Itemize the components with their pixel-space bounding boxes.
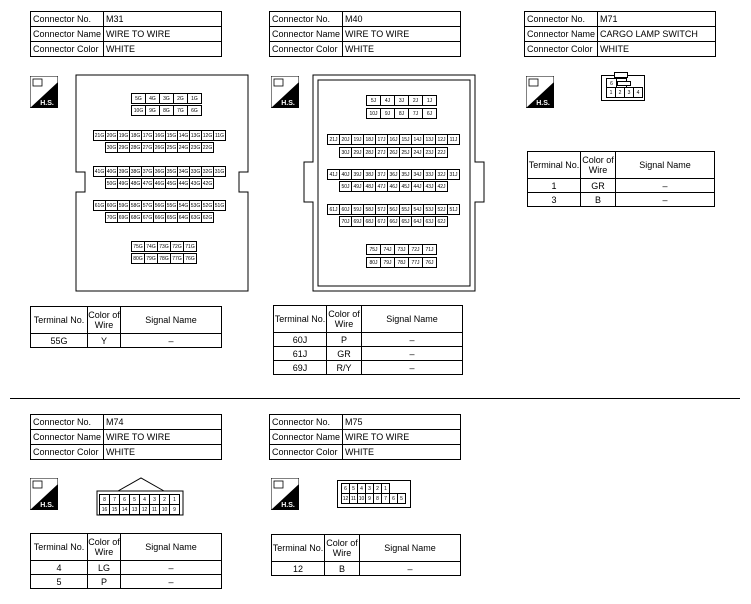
terminal-no-header: Terminal No. bbox=[274, 306, 327, 333]
pin-cell: 5J bbox=[366, 95, 381, 106]
pin-cell: 58G bbox=[129, 200, 142, 211]
signal-name-header: Signal Name bbox=[121, 534, 222, 561]
pin-cell: 7 bbox=[381, 493, 390, 504]
pin-cell: 43J bbox=[423, 181, 436, 192]
connector-info-m74 bbox=[30, 414, 222, 460]
pin-cell: 9J bbox=[380, 108, 395, 119]
pin-cell: 67J bbox=[375, 216, 388, 227]
pin-cell: 52J bbox=[435, 204, 448, 215]
pin-cell: 20J bbox=[339, 134, 352, 145]
pin-cell: 15G bbox=[165, 130, 178, 141]
harness-side-icon bbox=[30, 478, 58, 510]
pin-cell: 71J bbox=[422, 244, 437, 255]
pin-cell: 4 bbox=[139, 494, 150, 505]
pin-cell: 8 bbox=[373, 493, 382, 504]
pin-cell: 73G bbox=[157, 241, 171, 252]
pin-cell: 10 bbox=[357, 493, 366, 504]
pin-cell: 6J bbox=[422, 108, 437, 119]
pin-cell: 74J bbox=[380, 244, 395, 255]
pin-cell: 5 bbox=[397, 493, 406, 504]
pin-cell: 63J bbox=[423, 216, 436, 227]
pin-cell: 70G bbox=[105, 212, 118, 223]
pin-cell: 51G bbox=[213, 200, 226, 211]
pin-cell: 52G bbox=[201, 200, 214, 211]
table-row: 61J GR – bbox=[274, 347, 463, 361]
svg-text:H.S.: H.S. bbox=[40, 502, 54, 509]
pin-cell: 39G bbox=[117, 166, 130, 177]
pin-cell: 34J bbox=[411, 169, 424, 180]
connector-info-m71 bbox=[524, 11, 716, 57]
pin-cell: 12J bbox=[435, 134, 448, 145]
pin-cell: 14 bbox=[119, 504, 130, 515]
pin-cell: 65G bbox=[165, 212, 178, 223]
pin-cell: 18J bbox=[363, 134, 376, 145]
pin-cell: 45G bbox=[165, 178, 178, 189]
signal-table-m75 bbox=[271, 534, 461, 576]
connector-info-m31 bbox=[30, 11, 222, 57]
pin-cell: 6 bbox=[389, 493, 398, 504]
pin-cell: 75J bbox=[366, 244, 381, 255]
signal-name-header: Signal Name bbox=[362, 306, 463, 333]
pin-cell: 9G bbox=[145, 105, 160, 116]
pin-cell: 11J bbox=[447, 134, 460, 145]
pin-cell: 4J bbox=[380, 95, 395, 106]
connector-color-value: WHITE bbox=[343, 445, 461, 460]
pin-cell: 6 bbox=[341, 483, 350, 494]
wire-color-header: Color of Wire bbox=[327, 306, 362, 333]
pin-cell: 53G bbox=[189, 200, 202, 211]
connector-color-label: Connector Color bbox=[31, 42, 104, 57]
pin-cell: 1 bbox=[606, 87, 616, 98]
connector-info-m75 bbox=[269, 414, 461, 460]
pin-cell: 43G bbox=[189, 178, 202, 189]
pin-cell: 11 bbox=[149, 504, 160, 515]
pin-cell: 67G bbox=[141, 212, 154, 223]
pin-cell: 5 bbox=[349, 483, 358, 494]
terminal-no-header: Terminal No. bbox=[31, 534, 88, 561]
pin-cell: 8G bbox=[159, 105, 174, 116]
pin-cell: 12G bbox=[201, 130, 214, 141]
pin-cell: 9 bbox=[169, 504, 180, 515]
pin-cell: 13G bbox=[189, 130, 202, 141]
pin-cell: 4G bbox=[145, 93, 160, 104]
table-row: 1 GR – bbox=[528, 179, 715, 193]
signal-table-m40 bbox=[273, 305, 463, 375]
pin-cell: 8J bbox=[394, 108, 409, 119]
pin-cell: 46G bbox=[153, 178, 166, 189]
harness-side-icon bbox=[30, 76, 58, 108]
terminal-no-header: Terminal No. bbox=[272, 535, 325, 562]
pin-cell: 37J bbox=[375, 169, 388, 180]
pin-cell: 77G bbox=[170, 253, 184, 264]
signal-table-m74 bbox=[30, 533, 222, 589]
pin-cell: 47J bbox=[375, 181, 388, 192]
pin-cell: 64G bbox=[177, 212, 190, 223]
pin-cell: 73J bbox=[394, 244, 409, 255]
table-row: 3 B – bbox=[528, 193, 715, 207]
pin-cell: 15 bbox=[109, 504, 120, 515]
pin-cell: 68J bbox=[363, 216, 376, 227]
pin-cell: 47G bbox=[141, 178, 154, 189]
pin-cell: 79J bbox=[380, 257, 395, 268]
pin-cell: 36G bbox=[153, 166, 166, 177]
pin-cell: 50G bbox=[105, 178, 118, 189]
wire-color-header: Color of Wire bbox=[88, 307, 121, 334]
pin-cell: 7G bbox=[173, 105, 188, 116]
pin-cell: 59J bbox=[351, 204, 364, 215]
pin-cell: 32G bbox=[201, 166, 214, 177]
pin-cell: 44J bbox=[411, 181, 424, 192]
pin-cell: 69G bbox=[117, 212, 130, 223]
pin-cell: 37G bbox=[141, 166, 154, 177]
pin-cell: 3J bbox=[394, 95, 409, 106]
pin-cell: 31J bbox=[447, 169, 460, 180]
pin-cell: 3G bbox=[159, 93, 174, 104]
pin-cell: 17G bbox=[141, 130, 154, 141]
pin-cell: 22J bbox=[435, 147, 448, 158]
pin-cell: 45J bbox=[399, 181, 412, 192]
pin-cell: 8 bbox=[99, 494, 110, 505]
pin-cell: 77J bbox=[408, 257, 423, 268]
connector-color-value: WHITE bbox=[343, 42, 461, 57]
pin-cell: 33J bbox=[423, 169, 436, 180]
pin-cell: 38J bbox=[363, 169, 376, 180]
connector-no-value: M74 bbox=[104, 415, 222, 430]
pin-cell: 32J bbox=[435, 169, 448, 180]
connector-name-label: Connector Name bbox=[270, 27, 343, 42]
pin-cell: 63G bbox=[189, 212, 202, 223]
pin-cell: 2G bbox=[173, 93, 188, 104]
pin-cell: 16G bbox=[153, 130, 166, 141]
pin-cell: 35J bbox=[399, 169, 412, 180]
connector-color-label: Connector Color bbox=[525, 42, 598, 57]
pin-cell: 80G bbox=[131, 253, 145, 264]
pin-cell: 12 bbox=[341, 493, 350, 504]
connector-name-label: Connector Name bbox=[31, 430, 104, 445]
pin-cell: 75G bbox=[131, 241, 145, 252]
pin-cell: 28G bbox=[129, 142, 142, 153]
pin-cell: 17J bbox=[375, 134, 388, 145]
pin-cell: 11 bbox=[349, 493, 358, 504]
connector-name-value: WIRE TO WIRE bbox=[343, 27, 461, 42]
pin-cell: 16 bbox=[99, 504, 110, 515]
signal-name-header: Signal Name bbox=[360, 535, 461, 562]
pin-cell: 1 bbox=[381, 483, 390, 494]
table-row: 55G Y – bbox=[31, 334, 222, 348]
pin-cell: 13 bbox=[129, 504, 140, 515]
terminal-no-header: Terminal No. bbox=[31, 307, 88, 334]
pin-cell: 25J bbox=[399, 147, 412, 158]
pin-cell: 28J bbox=[363, 147, 376, 158]
pin-cell: 76J bbox=[422, 257, 437, 268]
pin-cell: 62G bbox=[201, 212, 214, 223]
pin-cell: 54J bbox=[411, 204, 424, 215]
pin-cell: 21J bbox=[327, 134, 340, 145]
connector-no-value: M75 bbox=[343, 415, 461, 430]
connector-name-value: WIRE TO WIRE bbox=[343, 430, 461, 445]
pin-cell: 27J bbox=[375, 147, 388, 158]
pin-cell: 48J bbox=[363, 181, 376, 192]
pin-cell: 16J bbox=[387, 134, 400, 145]
pin-cell: 18G bbox=[129, 130, 142, 141]
pin-cell: 66G bbox=[153, 212, 166, 223]
pin-cell: 3 bbox=[149, 494, 160, 505]
wire-color-header: Color of Wire bbox=[325, 535, 360, 562]
signal-table-m31 bbox=[30, 306, 222, 348]
harness-side-icon bbox=[271, 76, 299, 108]
connector-no-value: M40 bbox=[343, 12, 461, 27]
pin-cell: 46J bbox=[387, 181, 400, 192]
pin-cell: 35G bbox=[165, 166, 178, 177]
pin-cell: 59G bbox=[117, 200, 130, 211]
pin-cell: 65J bbox=[399, 216, 412, 227]
pin-cell: 7J bbox=[408, 108, 423, 119]
pin-cell: 79G bbox=[144, 253, 158, 264]
pin-cell: 70J bbox=[339, 216, 352, 227]
pin-cell: 1G bbox=[187, 93, 202, 104]
pin-cell: 24G bbox=[177, 142, 190, 153]
pin-cell: 55J bbox=[399, 204, 412, 215]
pin-cell: 49J bbox=[351, 181, 364, 192]
pin-cell: 7 bbox=[109, 494, 120, 505]
wire-color-header: Color of Wire bbox=[581, 152, 616, 179]
pin-cell: 61G bbox=[93, 200, 106, 211]
pin-cell: 57G bbox=[141, 200, 154, 211]
pin-cell: 1J bbox=[422, 95, 437, 106]
pin-cell: 23J bbox=[423, 147, 436, 158]
pin-cell: 14J bbox=[411, 134, 424, 145]
pin-cell: 56J bbox=[387, 204, 400, 215]
pin-cell: 39J bbox=[351, 169, 364, 180]
pin-cell: 6 bbox=[606, 78, 617, 89]
table-row: 60J P – bbox=[274, 333, 463, 347]
pin-cell: 66J bbox=[387, 216, 400, 227]
pin-cell: 30J bbox=[339, 147, 352, 158]
connector-name-value: CARGO LAMP SWITCH bbox=[598, 27, 716, 42]
pin-cell: 51J bbox=[447, 204, 460, 215]
connector-no-value: M31 bbox=[104, 12, 222, 27]
pin-cell: 23G bbox=[189, 142, 202, 153]
pin-cell: 42G bbox=[201, 178, 214, 189]
pin-cell: 5 bbox=[129, 494, 140, 505]
pin-cell: 1 bbox=[169, 494, 180, 505]
table-row: 4 LG – bbox=[31, 561, 222, 575]
pin-cell: 78G bbox=[157, 253, 171, 264]
connector-name-label: Connector Name bbox=[525, 27, 598, 42]
pin-cell: 14G bbox=[177, 130, 190, 141]
connector-color-label: Connector Color bbox=[270, 42, 343, 57]
pin-cell: 11G bbox=[213, 130, 226, 141]
pin-cell: 69J bbox=[351, 216, 364, 227]
connector-no-label: Connector No. bbox=[270, 415, 343, 430]
pin-cell: 48G bbox=[129, 178, 142, 189]
pin-cell: 62J bbox=[435, 216, 448, 227]
connector-no-label: Connector No. bbox=[270, 12, 343, 27]
section-divider bbox=[10, 398, 740, 399]
connector-color-label: Connector Color bbox=[31, 445, 104, 460]
pin-cell: 2J bbox=[408, 95, 423, 106]
signal-name-header: Signal Name bbox=[616, 152, 715, 179]
pin-cell: 57J bbox=[375, 204, 388, 215]
pin-cell: 60J bbox=[339, 204, 352, 215]
svg-text:H.S.: H.S. bbox=[281, 100, 295, 107]
pin-cell: 2 bbox=[373, 483, 382, 494]
connector-no-value: M71 bbox=[598, 12, 716, 27]
connector-color-value: WHITE bbox=[104, 42, 222, 57]
pin-cell: 10J bbox=[366, 108, 381, 119]
terminal-no-header: Terminal No. bbox=[528, 152, 581, 179]
pin-cell: 38G bbox=[129, 166, 142, 177]
connector-no-label: Connector No. bbox=[31, 12, 104, 27]
pin-cell: 71G bbox=[183, 241, 197, 252]
pin-cell: 10 bbox=[159, 504, 170, 515]
pin-cell: 42J bbox=[435, 181, 448, 192]
harness-side-icon bbox=[526, 76, 554, 108]
signal-table-m71 bbox=[527, 151, 715, 207]
pin-cell: 72J bbox=[408, 244, 423, 255]
pin-cell: 2 bbox=[159, 494, 170, 505]
pin-cell: 55G bbox=[165, 200, 178, 211]
pin-cell: 56G bbox=[153, 200, 166, 211]
pin-cell: 49G bbox=[117, 178, 130, 189]
pin-cell: 13J bbox=[423, 134, 436, 145]
connector-color-label: Connector Color bbox=[270, 445, 343, 460]
table-row: 69J R/Y – bbox=[274, 361, 463, 375]
pin-cell: 22G bbox=[201, 142, 214, 153]
pin-cell: 10G bbox=[131, 105, 146, 116]
connector-name-value: WIRE TO WIRE bbox=[104, 27, 222, 42]
pin-cell: 3 bbox=[365, 483, 374, 494]
pin-cell: 78J bbox=[394, 257, 409, 268]
connector-color-value: WHITE bbox=[104, 445, 222, 460]
pin-cell: 34G bbox=[177, 166, 190, 177]
pin-cell: 44G bbox=[177, 178, 190, 189]
connector-color-value: WHITE bbox=[598, 42, 716, 57]
pin-cell: 19G bbox=[117, 130, 130, 141]
connector-name-label: Connector Name bbox=[270, 430, 343, 445]
pin-cell: 27G bbox=[141, 142, 154, 153]
pin-cell: 25G bbox=[165, 142, 178, 153]
pin-cell: 2 bbox=[615, 87, 625, 98]
pin-cell: 24J bbox=[411, 147, 424, 158]
connector-name-value: WIRE TO WIRE bbox=[104, 430, 222, 445]
pin-cell: 19J bbox=[351, 134, 364, 145]
svg-text:H.S.: H.S. bbox=[536, 100, 550, 107]
pin-cell: 26G bbox=[153, 142, 166, 153]
connector-latch-slot bbox=[617, 81, 631, 86]
pin-cell: 20G bbox=[105, 130, 118, 141]
pin-cell: 6 bbox=[119, 494, 130, 505]
pin-cell: 60G bbox=[105, 200, 118, 211]
pin-cell: 76G bbox=[183, 253, 197, 264]
pin-cell: 68G bbox=[129, 212, 142, 223]
pin-cell: 31G bbox=[213, 166, 226, 177]
wire-color-header: Color of Wire bbox=[88, 534, 121, 561]
svg-text:H.S.: H.S. bbox=[281, 502, 295, 509]
pin-cell: 4 bbox=[357, 483, 366, 494]
pin-cell: 29G bbox=[117, 142, 130, 153]
pin-cell: 50J bbox=[339, 181, 352, 192]
table-row: 5 P – bbox=[31, 575, 222, 589]
table-row: 12 B – bbox=[272, 562, 461, 576]
connector-no-label: Connector No. bbox=[31, 415, 104, 430]
pin-cell: 12 bbox=[139, 504, 150, 515]
pin-cell: 3 bbox=[624, 87, 634, 98]
pin-cell: 80J bbox=[366, 257, 381, 268]
pin-cell: 64J bbox=[411, 216, 424, 227]
pin-cell: 41G bbox=[93, 166, 106, 177]
pin-cell: 54G bbox=[177, 200, 190, 211]
pin-cell: 30G bbox=[105, 142, 118, 153]
pin-cell: 21G bbox=[93, 130, 106, 141]
pin-cell: 6G bbox=[187, 105, 202, 116]
pin-cell: 61J bbox=[327, 204, 340, 215]
pin-cell: 29J bbox=[351, 147, 364, 158]
pin-cell: 41J bbox=[327, 169, 340, 180]
pin-cell: 5G bbox=[131, 93, 146, 104]
connector-info-m40 bbox=[269, 11, 461, 57]
svg-text:H.S.: H.S. bbox=[40, 100, 54, 107]
connector-no-label: Connector No. bbox=[525, 12, 598, 27]
pin-cell: 9 bbox=[365, 493, 374, 504]
pin-cell: 26J bbox=[387, 147, 400, 158]
pin-cell: 58J bbox=[363, 204, 376, 215]
harness-side-icon bbox=[271, 478, 299, 510]
pin-cell: 4 bbox=[633, 87, 643, 98]
pin-cell: 53J bbox=[423, 204, 436, 215]
pin-cell: 33G bbox=[189, 166, 202, 177]
connector-name-label: Connector Name bbox=[31, 27, 104, 42]
pin-cell: 74G bbox=[144, 241, 158, 252]
pin-cell: 15J bbox=[399, 134, 412, 145]
pin-cell: 40G bbox=[105, 166, 118, 177]
signal-name-header: Signal Name bbox=[121, 307, 222, 334]
pin-cell: 72G bbox=[170, 241, 184, 252]
pin-cell: 36J bbox=[387, 169, 400, 180]
pin-cell: 40J bbox=[339, 169, 352, 180]
